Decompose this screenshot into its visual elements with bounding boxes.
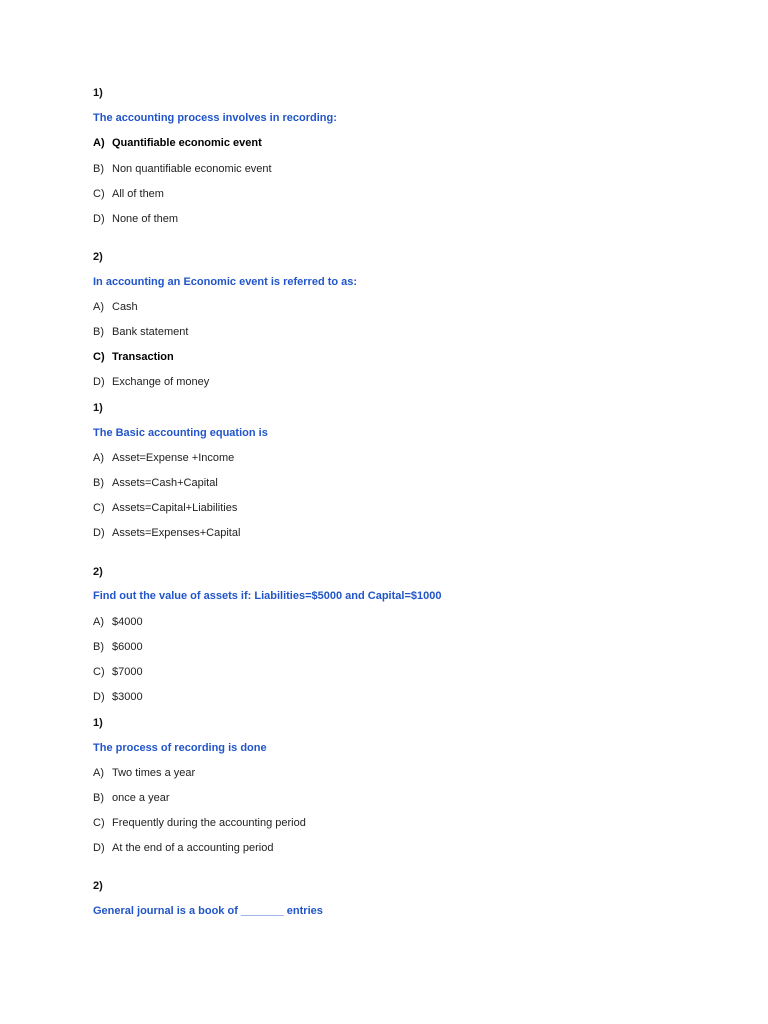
option-c: C) All of them <box>93 188 164 200</box>
question-number: 1) <box>93 717 103 729</box>
option-c: C) Transaction <box>93 351 174 363</box>
question-text: The process of recording is done <box>93 742 267 754</box>
question-text: General journal is a book of _______ entries <box>93 905 323 917</box>
question-text: The accounting process involves in recording: <box>93 112 337 124</box>
option-a: A) Cash <box>93 301 138 313</box>
option-c: C) Frequently during the accounting period <box>93 817 306 829</box>
option-b: B) Bank statement <box>93 326 189 338</box>
question-number: 2) <box>93 880 103 892</box>
option-a: A) $4000 <box>93 616 143 628</box>
question-number: 1) <box>93 87 103 99</box>
question-text: Find out the value of assets if: Liabilities=$5000 and Capital=$1000 <box>93 590 442 602</box>
question-number: 1) <box>93 402 103 414</box>
option-d: D) At the end of a accounting period <box>93 842 274 854</box>
question-number: 2) <box>93 251 103 263</box>
option-c: C) $7000 <box>93 666 143 678</box>
option-a: A) Quantifiable economic event <box>93 137 262 149</box>
option-b: B) Non quantifiable economic event <box>93 163 272 175</box>
option-b: B) Assets=Cash+Capital <box>93 477 218 489</box>
option-d: D) Exchange of money <box>93 376 210 388</box>
option-d: D) $3000 <box>93 691 143 703</box>
option-d: D) None of them <box>93 213 179 225</box>
option-a: A) Two times a year <box>93 767 196 779</box>
question-text: The Basic accounting equation is <box>93 427 268 439</box>
option-a: A) Asset=Expense +Income <box>93 452 235 464</box>
question-number: 2) <box>93 566 103 578</box>
option-b: B) $6000 <box>93 641 143 653</box>
option-b: B) once a year <box>93 792 170 804</box>
option-c: C) Assets=Capital+Liabilities <box>93 502 238 514</box>
question-text: In accounting an Economic event is referred to as: <box>93 276 358 288</box>
option-d: D) Assets=Expenses+Capital <box>93 527 241 539</box>
